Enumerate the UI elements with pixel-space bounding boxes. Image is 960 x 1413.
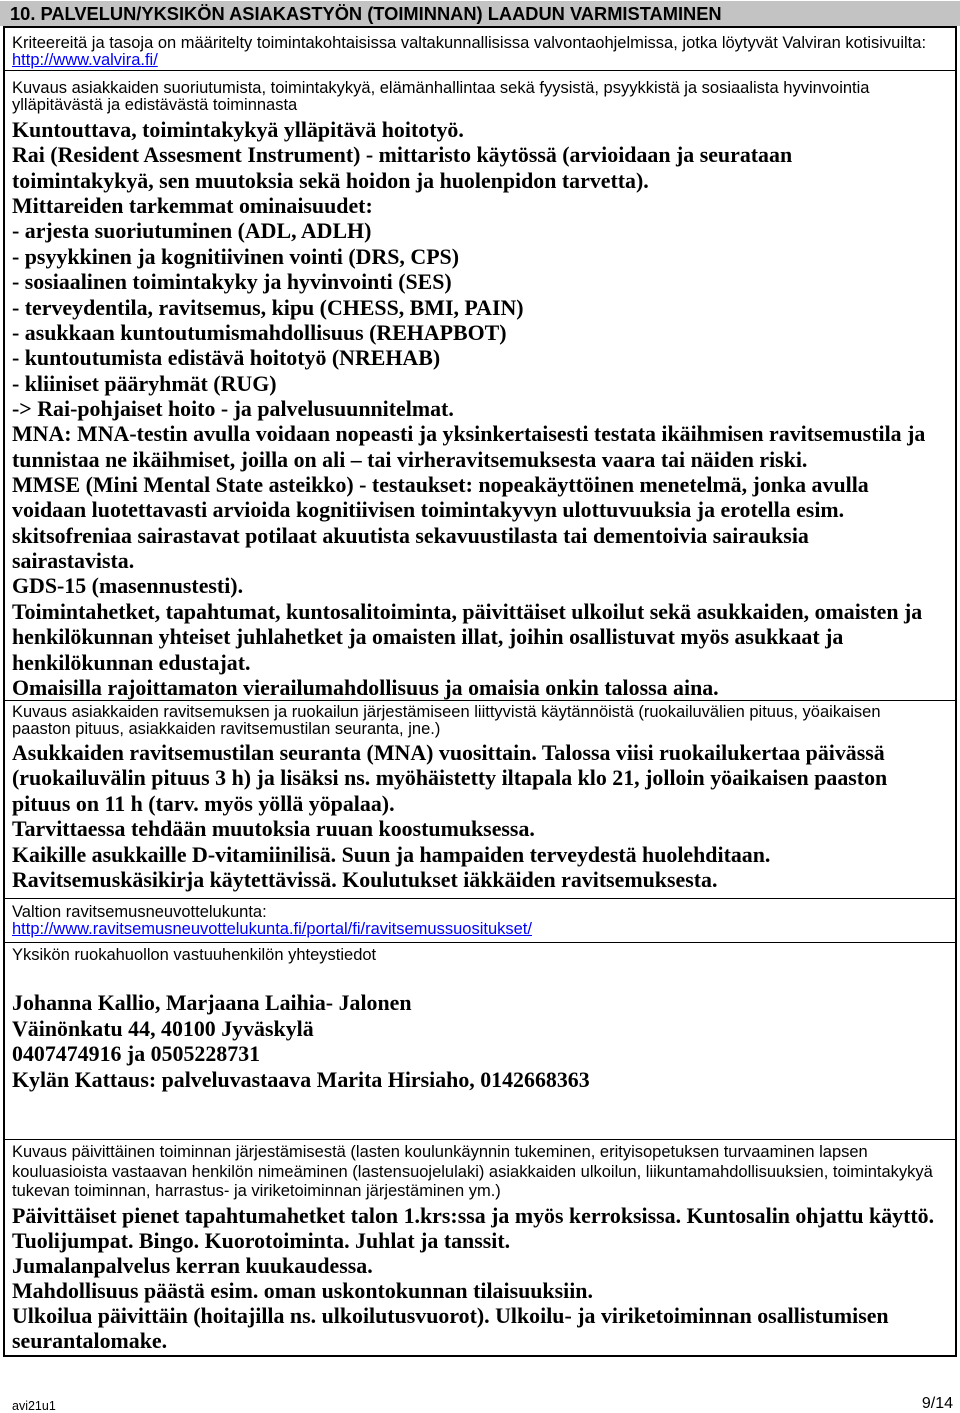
nutrition-answer-line: pituus on 11 h (tarv. myös yöllä yöpalaa).	[12, 790, 395, 816]
criteria-text-line: Kriteereitä ja tasoja on määritelty toimintakohtaisissa valtakunnallisissa valvontaohjelmissa, jotka löytyvät Valviran kotisivuilta:	[12, 34, 927, 52]
functioning-answer-line: Kuntouttava, toimintakykyä ylläpitävä hoitotyö.	[12, 117, 464, 142]
advisory-board-text	[12, 904, 532, 937]
functioning-answer-line: henkilökunnan edustajat.	[12, 649, 251, 675]
advisory-board-label: Valtion ravitsemusneuvottelukunta:	[12, 903, 267, 921]
functioning-answer-line: tunnistaa ne ikäihmiset, joilla on ali – tai virheravitsemuksesta vaara tai näiden riski.	[12, 446, 808, 472]
daily-answer-line: Ulkoilua päivittäin (hoitajilla ns. ulkoilutusvuorot). Ulkoilu- ja viriketoiminnan osallistumisen	[12, 1303, 889, 1328]
nutrition-answer-line: Asukkaiden ravitsemustilan seuranta (MNA) vuosittain. Talossa viisi ruokailukertaa päivässä	[12, 740, 885, 765]
functioning-answer-line: GDS-15 (masennustesti).	[12, 573, 244, 599]
functioning-answer-line: - asukkaan kuntoutumismahdollisuus (REHAPBOT)	[12, 319, 507, 345]
functioning-prompt-line: ylläpitävästä ja edistävästä toiminnasta	[12, 95, 298, 114]
contact-address-line: Väinönkatu 44, 40100 Jyväskylä	[12, 1015, 314, 1041]
daily-prompt	[12, 1143, 933, 1202]
functioning-prompt	[12, 80, 869, 113]
nutrition-answer-line: Tarvittaessa tehdään muutoksia ruuan koostumuksessa.	[12, 816, 535, 842]
daily-prompt-line: Kuvaus päivittäinen toiminnan järjestämisestä (lasten koulunkäynnin tukeminen, erityisopetuksen turvaaminen lapsen	[12, 1143, 868, 1161]
functioning-answer-line: - terveydentila, ravitsemus, kipu (CHESS, BMI, PAIN)	[12, 294, 524, 320]
daily-prompt-line: tukevan toiminnan, harrastus- ja viriketoiminnan järjestäminen ym.)	[12, 1182, 501, 1200]
nutrition-answer-line: Ravitsemuskäsikirja käytettävissä. Koulutukset iäkkäiden ravitsemuksesta.	[12, 867, 718, 893]
daily-answer-line: Jumalanpalvelus kerran kuukaudessa.	[12, 1253, 373, 1278]
functioning-answer	[12, 117, 925, 700]
functioning-answer-line: - arjesta suoriutuminen (ADL, ADLH)	[12, 218, 372, 244]
functioning-answer-line: Mittareiden tarkemmat ominaisuudet:	[12, 193, 373, 219]
daily-answer-line: Tuolijumpat. Bingo. Kuorotoiminta. Juhlat ja tanssit.	[12, 1228, 511, 1253]
daily-activities-field	[5, 1139, 955, 1355]
contact-prompt-line: Yksikön ruokahuollon vastuuhenkilön yhteystiedot	[12, 946, 377, 964]
advisory-board-field	[5, 898, 955, 942]
nutrition-prompt	[12, 704, 881, 738]
criteria-link-line	[12, 52, 926, 69]
nutrition-answer-line: (ruokailuvälin pituus 3 h) ja lisäksi ns. myöhäistetty iltapala klo 21, jolloin yöaikaisen paaston	[12, 765, 888, 791]
criteria-text	[12, 35, 926, 69]
contact-phone-line: 0407474916 ja 0505228731	[12, 1041, 261, 1067]
section-title: 10. PALVELUN/YKSIKÖN ASIAKASTYÖN (TOIMINNAN) LAADUN VARMISTAMINEN	[10, 3, 722, 24]
section-header-bar	[0, 1, 960, 26]
contact-answer	[12, 990, 590, 1092]
functioning-answer-line: - kuntoutumista edistävä hoitotyö (NREHAB)	[12, 345, 441, 371]
nutrition-prompt-line: paaston pituus, asiakkaiden ravitsemustilan seuranta, jne.)	[12, 720, 441, 738]
ravitsemus-link[interactable]: http://www.ravitsemusneuvottelukunta.fi/portal/fi/ravitsemussuositukset/	[12, 919, 532, 938]
functioning-answer-line: - psyykkinen ja kognitiivinen vointi (DRS, CPS)	[12, 243, 460, 269]
contact-name-line: Johanna Kallio, Marjaana Laihia- Jalonen	[12, 990, 412, 1015]
valvira-link[interactable]: http://www.valvira.fi/	[12, 51, 158, 69]
nutrition-field	[5, 700, 955, 898]
functioning-answer-line: Omaisilla rajoittamaton vierailumahdollisuus ja omaisia onkin talossa aina.	[12, 674, 719, 700]
criteria-field	[5, 28, 955, 70]
functioning-answer-line: Rai (Resident Assesment Instrument) - mittaristo käytössä (arvioidaan ja seurataan	[12, 142, 793, 168]
nutrition-prompt-line: Kuvaus asiakkaiden ravitsemuksen ja ruokailun järjestämiseen liittyvistä käytännöistä (ruokailuvälien pituus, yöaikaisen	[12, 703, 881, 721]
functioning-answer-line: - sosiaalinen toimintakyky ja hyvinvointi (SES)	[12, 269, 452, 295]
functioning-field	[5, 70, 955, 700]
functioning-answer-line: MNA: MNA-testin avulla voidaan nopeasti ja yksinkertaisesti testata ikäihmisen ravitsemustila ja	[12, 421, 926, 447]
daily-prompt-line: kouluasioista vastaavan henkilön nimeäminen (lastensuojelulaki) asiakkaiden ulkoilun, liikuntamahdollisuuksien, toimintakykyä	[12, 1162, 933, 1181]
functioning-answer-line: henkilökunnan yhteiset juhlahetket ja omaisten illat, joihin osallistuvat myös asukkaat ja	[12, 624, 844, 650]
functioning-answer-line: MMSE (Mini Mental State asteikko) - testaukset: nopeakäyttöinen menetelmä, jonka avulla	[12, 472, 869, 498]
functioning-answer-line: voidaan luotettavasti arvioida kognitiivisen toimintakyvyn ulottuvuuksia ja erotella esim.	[12, 497, 845, 523]
daily-answer-line: Päivittäiset pienet tapahtumahetket talon 1.krs:ssa ja myös kerroksissa. Kuntosalin ohjattu käyttö.	[12, 1203, 935, 1228]
functioning-answer-line: skitsofreniaa sairastavat potilaat akuutista sekavuustilasta tai dementoivia sairauksia	[12, 522, 809, 548]
functioning-answer-line: -> Rai-pohjaiset hoito - ja palvelusuunnitelmat.	[12, 395, 454, 421]
contact-prompt	[12, 947, 376, 964]
functioning-answer-line: - kliiniset pääryhmät (RUG)	[12, 370, 277, 396]
contact-service-line: Kylän Kattaus: palveluvastaava Marita Hirsiaho, 0142668363	[12, 1066, 590, 1092]
contact-field	[5, 942, 955, 1139]
functioning-answer-line: Toimintahetket, tapahtumat, kuntosalitoiminta, päivittäiset ulkoilut sekä asukkaiden, omaisten ja	[12, 598, 923, 624]
nutrition-answer-line: Kaikille asukkaille D-vitamiinilisä. Suun ja hampaiden terveydestä huolehditaan.	[12, 841, 771, 867]
functioning-prompt-line: Kuvaus asiakkaiden suoriutumista, toimintakykyä, elämänhallintaa sekä fyysistä, psyykkistä ja sosiaalista hyvinvointia	[12, 79, 870, 97]
daily-answer-line: seurantalomake.	[12, 1328, 168, 1353]
daily-answer-line: Mahdollisuus päästä esim. oman uskontokunnan tilaisuuksiin.	[12, 1278, 593, 1303]
nutrition-answer	[12, 740, 887, 892]
advisory-link-line	[12, 921, 532, 938]
functioning-answer-line: toimintakykyä, sen muutoksia sekä hoidon ja huolenpidon tarvetta).	[12, 167, 649, 193]
page-number: 9/14	[921, 1395, 953, 1412]
functioning-answer-line: sairastavista.	[12, 548, 135, 574]
form-code: avi21u1	[12, 1399, 56, 1413]
daily-answer	[12, 1203, 934, 1353]
